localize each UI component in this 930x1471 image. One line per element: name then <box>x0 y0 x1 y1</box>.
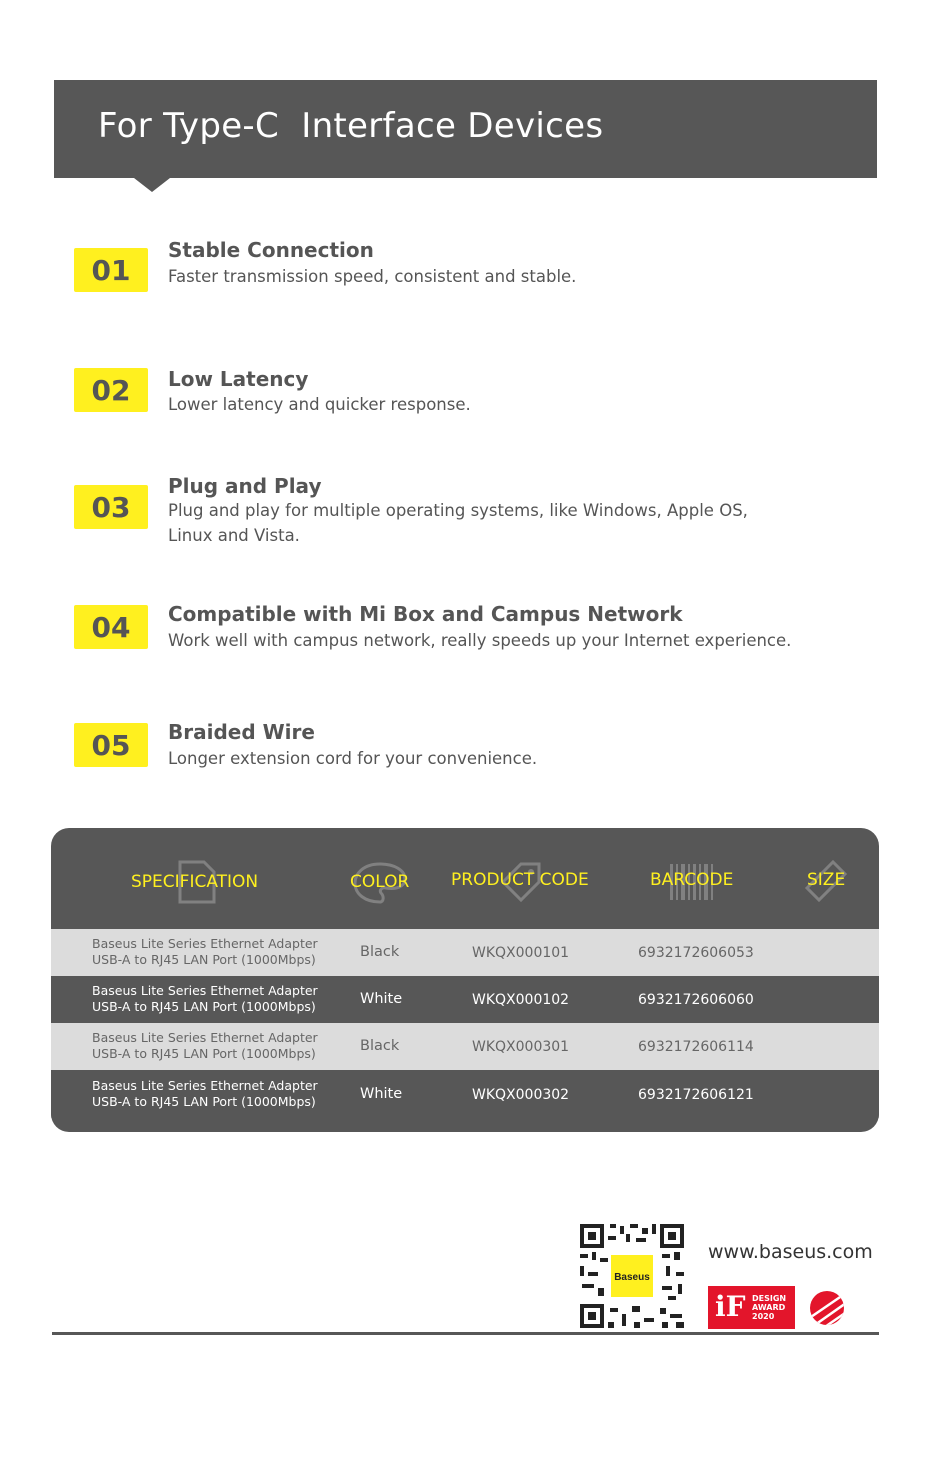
spec-line: USB-A to RJ45 LAN Port (1000Mbps) <box>92 952 316 967</box>
banner-notch <box>134 178 170 192</box>
award-line: 2020 <box>752 1312 775 1321</box>
page-title: For Type-C Interface Devices <box>98 106 604 146</box>
product-code-cell: WKQX000102 <box>472 992 570 1008</box>
spec-line: Baseus Lite Series Ethernet Adapter <box>92 936 318 951</box>
award-text <box>752 1294 786 1321</box>
barcode-cell: 6932172606114 <box>638 1039 754 1055</box>
feature-title: Stable Connection <box>168 238 374 262</box>
barcode-cell: 6932172606121 <box>638 1087 754 1103</box>
color-cell: White <box>360 1086 403 1102</box>
feature-description: Lower latency and quicker response. <box>168 395 471 414</box>
if-mark: iF <box>715 1290 746 1323</box>
header-color: COLOR <box>350 872 410 892</box>
spec-cell <box>92 936 318 968</box>
feature-title: Low Latency <box>168 367 309 391</box>
barcode-cell: 6932172606060 <box>638 992 754 1008</box>
spec-line: USB-A to RJ45 LAN Port (1000Mbps) <box>92 999 316 1014</box>
feature-title: Compatible with Mi Box and Campus Network <box>168 602 683 626</box>
table-row <box>51 1023 879 1070</box>
award-line: DESIGN <box>752 1294 787 1303</box>
table-row <box>51 976 879 1023</box>
feature-title: Braided Wire <box>168 720 315 744</box>
spec-cell <box>92 1030 318 1062</box>
website-link[interactable]: www.baseus.com <box>708 1241 873 1263</box>
feature-description: Longer extension cord for your convenience. <box>168 749 538 768</box>
spec-line: Baseus Lite Series Ethernet Adapter <box>92 983 318 998</box>
award-line: AWARD <box>752 1303 786 1312</box>
feature-number: 03 <box>74 485 148 529</box>
specification-table <box>51 828 879 1132</box>
feature-number: 02 <box>74 368 148 412</box>
color-cell: White <box>360 991 403 1007</box>
feature-number: 04 <box>74 605 148 649</box>
product-code-cell: WKQX000301 <box>472 1039 570 1055</box>
barcode-cell: 6932172606053 <box>638 945 754 961</box>
qr-code[interactable] <box>578 1222 686 1330</box>
spec-cell <box>92 1078 318 1110</box>
header-size: SIZE <box>807 870 846 890</box>
feature-description-line: Plug and play for multiple operating systems, like Windows, Apple OS, <box>168 501 748 520</box>
product-code-cell: WKQX000101 <box>472 945 570 961</box>
hero-banner <box>54 80 877 178</box>
feature-title: Plug and Play <box>168 474 322 498</box>
spec-line: USB-A to RJ45 LAN Port (1000Mbps) <box>92 1046 316 1061</box>
table-header <box>51 828 879 929</box>
color-cell: Black <box>360 944 400 960</box>
feature-description-line: Linux and Vista. <box>168 526 300 545</box>
table-row <box>51 929 879 976</box>
spec-line: USB-A to RJ45 LAN Port (1000Mbps) <box>92 1094 316 1109</box>
feature-description: Faster transmission speed, consistent and stable. <box>168 267 577 286</box>
spec-cell <box>92 983 318 1015</box>
table-row <box>51 1071 879 1118</box>
feature-number: 05 <box>74 723 148 767</box>
red-dot-award-icon <box>808 1289 846 1327</box>
spec-line: Baseus Lite Series Ethernet Adapter <box>92 1078 318 1093</box>
spec-line: Baseus Lite Series Ethernet Adapter <box>92 1030 318 1045</box>
if-design-award-logo <box>708 1286 795 1329</box>
feature-description: Work well with campus network, really speeds up your Internet experience. <box>168 631 792 650</box>
product-code-cell: WKQX000302 <box>472 1087 570 1103</box>
qr-brand-label: Baseus <box>614 1272 650 1283</box>
header-barcode: BARCODE <box>650 870 734 890</box>
footer-divider <box>52 1332 879 1335</box>
header-product-code: PRODUCT CODE <box>451 870 589 890</box>
header-specification: SPECIFICATION <box>131 872 259 892</box>
feature-description <box>168 498 828 548</box>
feature-number: 01 <box>74 248 148 292</box>
color-cell: Black <box>360 1038 400 1054</box>
